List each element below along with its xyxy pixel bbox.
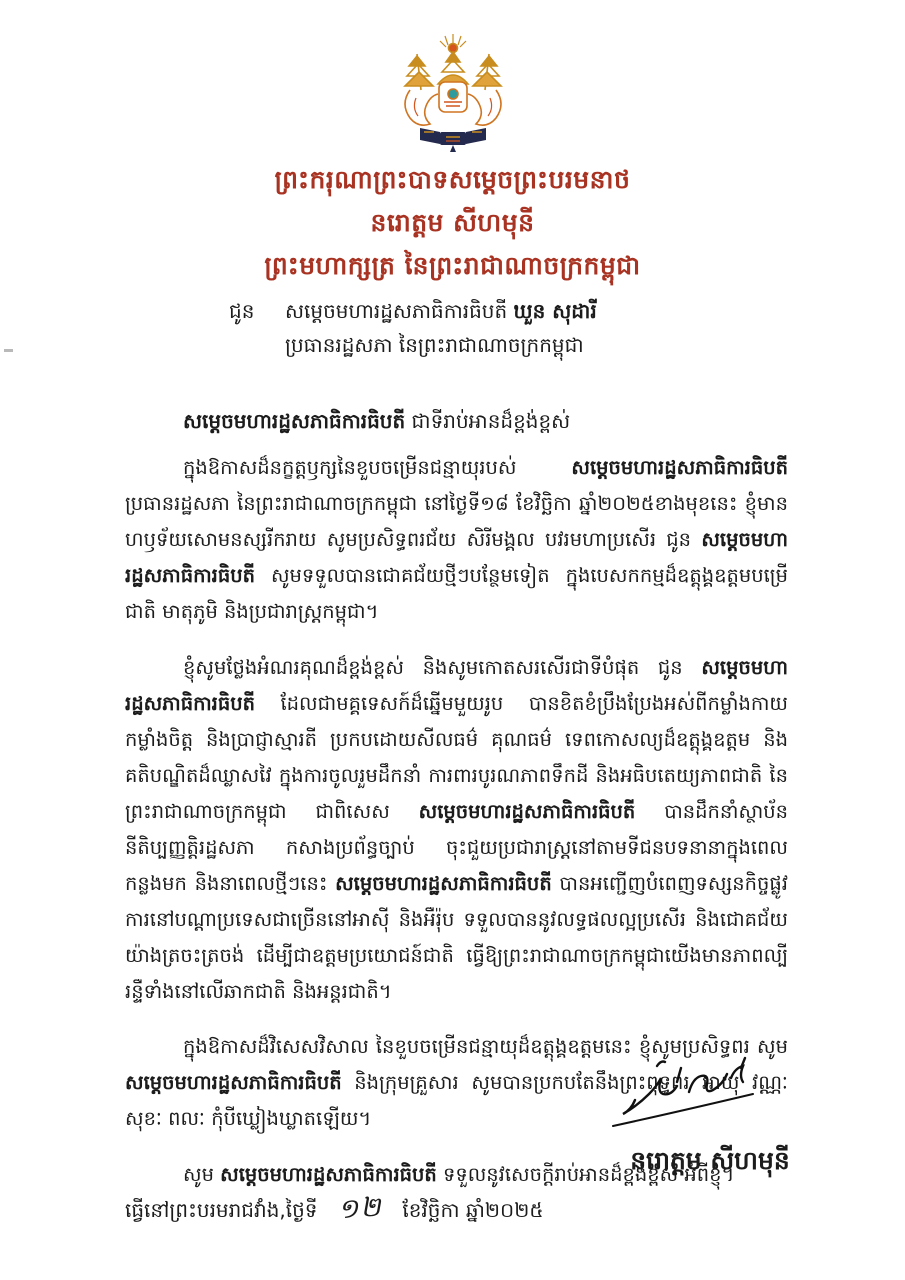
dateline <box>125 1192 544 1231</box>
dateline-prefix: ធ្វើនៅព្រះបរមរាជវាំង,ថ្ងៃទី <box>125 1198 318 1222</box>
royal-arms-of-cambodia-icon <box>390 32 516 154</box>
salutation-line: សម្ដេចមហារដ្ឋសភាធិការធិបតី ជាទីរាប់អានដ៏ខ្ពង់ខ្ពស់ <box>183 409 571 433</box>
addressee-to-label: ជូន <box>229 299 255 323</box>
royal-title-line-1: ព្រះករុណាព្រះបាទសម្ដេចព្រះបរមនាថ <box>274 165 631 194</box>
dateline-suffix: ខែវិច្ឆិកា ឆ្នាំ២០២៥ <box>402 1198 544 1222</box>
paragraph-1: ក្នុងឱកាសដ៏នក្ខត្តឫក្សនៃខួបចម្រើនជន្មាយុរបស់ សម្ដេចមហារដ្ឋសភាធិការធិបតី ប្រធានរដ្ឋសភា នៃព្រះរាជាណាចក្រកម្ពុជា នៅថ្ងៃទី១៨ ខែវិច្ឆិកា ឆ្នាំ២០២៥ខាងមុខនេះ ខ្ញុំមានហឫទ័យសោមនស្សរីករាយ សូមប្រសិទ្ធពរជ័យ សិរីមង្គល បវរមហាប្រសើរ ជូន សម្ដេចមហារដ្ឋសភាធិការធិបតី សូមទទួលបានជោគជ័យថ្មីៗបន្ថែមទៀត ក្នុងបេសកកម្មដ៏ឧត្ដុង្គឧត្ដមបម្រើជាតិ មាតុភូមិ និងប្រជារាស្ត្រកម្ពុជា។ <box>125 456 788 623</box>
addressee-line-2: ប្រធានរដ្ឋសភា នៃព្រះរាជាណាចក្រកម្ពុជា <box>285 333 584 357</box>
addressee-line-1: សម្ដេចមហារដ្ឋសភាធិការធិបតី ឃួន សុដារី <box>285 299 597 323</box>
royal-title-block <box>0 158 905 287</box>
paragraph-3: ក្នុងឱកាសដ៏វិសេសវិសាល នៃខួបចម្រើនជន្មាយុដ៏ឧត្ដុង្គឧត្ដមនេះ ខ្ញុំសូមប្រសិទ្ធពរ សូម សម្ដេចមហារដ្ឋសភាធិការធិបតី និងក្រុមគ្រួសារ សូមបានប្រកបតែនឹងព្រះពុទ្ធពរ អាយុ វណ្ណៈ សុខៈ ពលៈ កុំបីឃ្លៀងឃ្លាតឡើយ។ <box>125 1035 788 1130</box>
royal-title-line-3: ព្រះមហាក្សត្រ នៃព្រះរាជាណាចក្រកម្ពុជា <box>264 251 641 280</box>
handwritten-day: ១២ <box>336 1191 384 1226</box>
royal-arms-emblem <box>0 32 905 154</box>
signature-icon <box>597 1048 827 1144</box>
paragraph-2: ខ្ញុំសូមថ្លែងអំណរគុណដ៏ខ្ពង់ខ្ពស់ និងសូមកោតសរសើរជាទីបំផុត ជូន សម្ដេចមហារដ្ឋសភាធិការធិបតី ដែលជាមគ្គទេសក៍ដ៏ឆ្នើមមួយរូប បានខិតខំប្រឹងប្រែងអស់ពីកម្លាំងកាយ កម្លាំងចិត្ត និងប្រាជ្ញាស្មារតី ប្រកបដោយសីលធម៌ គុណធម៌ ទេពកោសល្យដ៏ឧត្ដុង្គឧត្ដម និងគតិបណ្ឌិតដ៏ឈ្លាសវៃ ក្នុងការចូលរួមដឹកនាំ ការពារបូរណភាពទឹកដី និងអធិបតេយ្យភាពជាតិ នៃព្រះរាជាណាចក្រកម្ពុជា ជាពិសេស សម្ដេចមហារដ្ឋសភាធិការធិបតី បានដឹកនាំស្ថាប័ននីតិប្បញ្ញត្តិរដ្ឋសភា កសាងប្រព័ន្ធច្បាប់ ចុះជួយប្រជារាស្ត្រនៅតាមទីជនបទនានាក្នុងពេលកន្លងមក និងនាពេលថ្មីៗនេះ សម្ដេចមហារដ្ឋសភាធិការធិបតី បានអញ្ជើញបំពេញទស្សនកិច្ចផ្លូវការនៅបណ្ដាប្រទេសជាច្រើននៅអាស៊ី និងអឺរ៉ុប ទទួលបាននូវលទ្ធផលល្អប្រសើរ និងជោគជ័យយ៉ាងត្រចះត្រចង់ ដើម្បីជាឧត្ដមប្រយោជន៍ជាតិ ធ្វើឱ្យព្រះរាជាណាចក្រកម្ពុជាយើងមានភាពល្បីរន្ទឺទាំងនៅលើឆាកជាតិ និងអន្តរជាតិ។ <box>125 655 788 1003</box>
addressee-lines <box>285 294 788 362</box>
royal-signature <box>582 1048 842 1148</box>
royal-title-line-2: នរោត្ដម សីហមុនី <box>370 208 535 237</box>
scan-artifact <box>4 349 13 352</box>
signed-name: នរោត្ដម សីហមុនី <box>630 1146 790 1175</box>
addressee-block <box>125 294 788 362</box>
paragraph-4: សូម សម្ដេចមហារដ្ឋសភាធិការធិបតី ទទួលនូវសេចក្ដីរាប់អានដ៏ខ្ពង់ខ្ពស់ អំពីខ្ញុំ។ <box>183 1162 735 1186</box>
